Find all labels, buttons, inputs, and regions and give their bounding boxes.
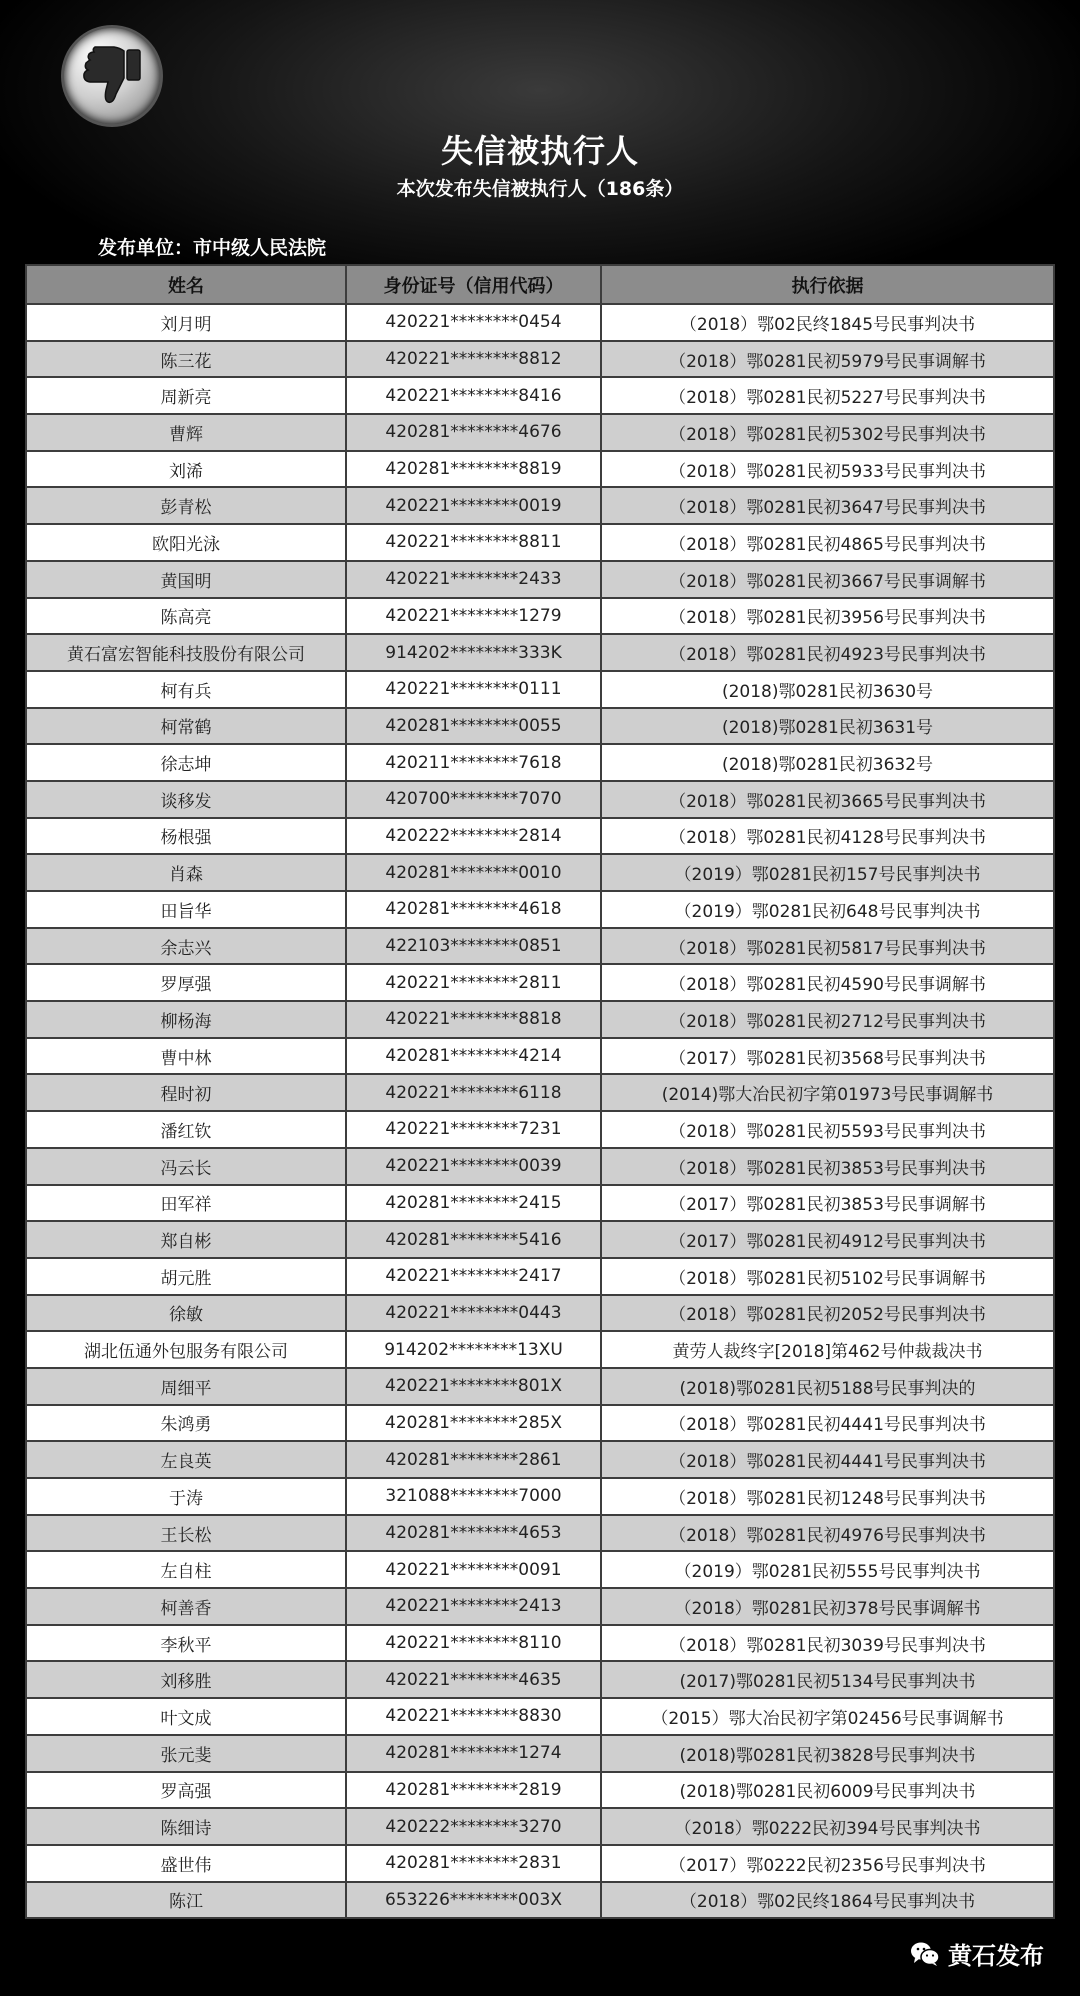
cell-id-number: 420222********2814 bbox=[346, 818, 601, 855]
cell-name: 朱鸿勇 bbox=[26, 1405, 346, 1442]
cell-name: 程时初 bbox=[26, 1074, 346, 1111]
table-row bbox=[26, 1661, 1054, 1698]
wechat-icon bbox=[910, 1941, 940, 1967]
cell-id-number: 420211********7618 bbox=[346, 744, 601, 781]
cell-enforcement-basis: （2018）鄂0281民初3956号民事判决书 bbox=[601, 598, 1054, 635]
cell-enforcement-basis: (2017)鄂0281民初5134号民事判决书 bbox=[601, 1661, 1054, 1698]
cell-name: 周新亮 bbox=[26, 377, 346, 414]
cell-id-number: 420221********0019 bbox=[346, 487, 601, 524]
table-row bbox=[26, 1148, 1054, 1185]
cell-enforcement-basis: （2018）鄂02民终1864号民事判决书 bbox=[601, 1882, 1054, 1919]
cell-name: 于涛 bbox=[26, 1478, 346, 1515]
cell-id-number: 420221********0454 bbox=[346, 304, 601, 341]
cell-name: 盛世伟 bbox=[26, 1845, 346, 1882]
table-row bbox=[26, 1515, 1054, 1552]
cell-enforcement-basis: （2018）鄂0222民初394号民事判决书 bbox=[601, 1808, 1054, 1845]
cell-id-number: 420281********2861 bbox=[346, 1441, 601, 1478]
cell-name: 陈江 bbox=[26, 1882, 346, 1919]
table-row bbox=[26, 1221, 1054, 1258]
cell-id-number: 914202********13XU bbox=[346, 1331, 601, 1368]
cell-enforcement-basis: （2018）鄂0281民初3039号民事判决书 bbox=[601, 1625, 1054, 1662]
cell-name: 罗高强 bbox=[26, 1772, 346, 1809]
table-row bbox=[26, 341, 1054, 378]
cell-enforcement-basis: （2017）鄂0281民初3853号民事调解书 bbox=[601, 1185, 1054, 1222]
cell-enforcement-basis: (2018)鄂0281民初6009号民事判决书 bbox=[601, 1772, 1054, 1809]
cell-name: 柯善香 bbox=[26, 1588, 346, 1625]
page-title: 失信被执行人 bbox=[440, 132, 639, 170]
cell-name: 黄国明 bbox=[26, 561, 346, 598]
cell-id-number: 420281********0055 bbox=[346, 708, 601, 745]
cell-name: 彭青松 bbox=[26, 487, 346, 524]
cell-name: 周细平 bbox=[26, 1368, 346, 1405]
cell-enforcement-basis: (2018)鄂0281民初3630号 bbox=[601, 671, 1054, 708]
cell-enforcement-basis: （2018）鄂0281民初3647号民事判决书 bbox=[601, 487, 1054, 524]
cell-name: 罗厚强 bbox=[26, 964, 346, 1001]
column-header-basis: 执行依据 bbox=[601, 265, 1054, 304]
cell-enforcement-basis: （2018）鄂02民终1845号民事判决书 bbox=[601, 304, 1054, 341]
cell-id-number: 420221********8830 bbox=[346, 1698, 601, 1735]
table-row bbox=[26, 854, 1054, 891]
cell-enforcement-basis: (2018)鄂0281民初3632号 bbox=[601, 744, 1054, 781]
cell-enforcement-basis: （2017）鄂0222民初2356号民事判决书 bbox=[601, 1845, 1054, 1882]
cell-enforcement-basis: （2018）鄂0281民初3665号民事判决书 bbox=[601, 781, 1054, 818]
cell-enforcement-basis: （2018）鄂0281民初4976号民事判决书 bbox=[601, 1515, 1054, 1552]
cell-id-number: 420221********4635 bbox=[346, 1661, 601, 1698]
cell-name: 黄石富宏智能科技股份有限公司 bbox=[26, 634, 346, 671]
cell-enforcement-basis: （2017）鄂0281民初4912号民事判决书 bbox=[601, 1221, 1054, 1258]
table-row bbox=[26, 1001, 1054, 1038]
cell-enforcement-basis: （2019）鄂0281民初555号民事判决书 bbox=[601, 1551, 1054, 1588]
table-row bbox=[26, 487, 1054, 524]
cell-id-number: 420221********0039 bbox=[346, 1148, 601, 1185]
cell-name: 郑自彬 bbox=[26, 1221, 346, 1258]
table-row bbox=[26, 1038, 1054, 1075]
table-row bbox=[26, 1772, 1054, 1809]
table-row bbox=[26, 1441, 1054, 1478]
cell-enforcement-basis: （2019）鄂0281民初648号民事判决书 bbox=[601, 891, 1054, 928]
page-subtitle: 本次发布失信被执行人（186条） bbox=[396, 178, 684, 200]
table-row bbox=[26, 964, 1054, 1001]
cell-enforcement-basis: （2018）鄂0281民初2712号民事判决书 bbox=[601, 1001, 1054, 1038]
cell-name: 李秋平 bbox=[26, 1625, 346, 1662]
cell-enforcement-basis: （2015）鄂大冶民初字第02456号民事调解书 bbox=[601, 1698, 1054, 1735]
cell-enforcement-basis: (2018)鄂0281民初3828号民事判决书 bbox=[601, 1735, 1054, 1772]
table-row bbox=[26, 1551, 1054, 1588]
cell-enforcement-basis: （2018）鄂0281民初5933号民事判决书 bbox=[601, 451, 1054, 488]
cell-enforcement-basis: （2019）鄂0281民初157号民事判决书 bbox=[601, 854, 1054, 891]
table-row bbox=[26, 1258, 1054, 1295]
cell-enforcement-basis: （2018）鄂0281民初5817号民事判决书 bbox=[601, 928, 1054, 965]
cell-id-number: 420281********2831 bbox=[346, 1845, 601, 1882]
table-row bbox=[26, 891, 1054, 928]
cell-enforcement-basis: （2018）鄂0281民初5979号民事调解书 bbox=[601, 341, 1054, 378]
cell-id-number: 420281********0010 bbox=[346, 854, 601, 891]
cell-id-number: 420221********0091 bbox=[346, 1551, 601, 1588]
table-row bbox=[26, 708, 1054, 745]
cell-id-number: 420221********7231 bbox=[346, 1111, 601, 1148]
cell-name: 刘移胜 bbox=[26, 1661, 346, 1698]
table-row bbox=[26, 671, 1054, 708]
cell-id-number: 420221********8812 bbox=[346, 341, 601, 378]
defaulters-table bbox=[25, 264, 1055, 1919]
cell-id-number: 420221********1279 bbox=[346, 598, 601, 635]
cell-enforcement-basis: （2018）鄂0281民初4441号民事判决书 bbox=[601, 1405, 1054, 1442]
cell-id-number: 420221********0443 bbox=[346, 1295, 601, 1332]
cell-name: 柯有兵 bbox=[26, 671, 346, 708]
cell-name: 左自柱 bbox=[26, 1551, 346, 1588]
table-row bbox=[26, 1698, 1054, 1735]
cell-enforcement-basis: (2014)鄂大冶民初字第01973号民事调解书 bbox=[601, 1074, 1054, 1111]
cell-id-number: 420700********7070 bbox=[346, 781, 601, 818]
cell-enforcement-basis: （2018）鄂0281民初4865号民事判决书 bbox=[601, 524, 1054, 561]
cell-id-number: 653226********003X bbox=[346, 1882, 601, 1919]
table-row bbox=[26, 634, 1054, 671]
cell-id-number: 420221********2417 bbox=[346, 1258, 601, 1295]
table-row bbox=[26, 1331, 1054, 1368]
cell-enforcement-basis: （2018）鄂0281民初5302号民事判决书 bbox=[601, 414, 1054, 451]
table-row bbox=[26, 1405, 1054, 1442]
table-row bbox=[26, 1735, 1054, 1772]
cell-enforcement-basis: （2018）鄂0281民初4923号民事判决书 bbox=[601, 634, 1054, 671]
cell-id-number: 420221********6118 bbox=[346, 1074, 601, 1111]
cell-enforcement-basis: （2018）鄂0281民初5593号民事判决书 bbox=[601, 1111, 1054, 1148]
cell-name: 徐敏 bbox=[26, 1295, 346, 1332]
cell-name: 余志兴 bbox=[26, 928, 346, 965]
table-header-row bbox=[26, 265, 1054, 304]
footer-brand bbox=[910, 1936, 1044, 1971]
cell-enforcement-basis: （2018）鄂0281民初4441号民事判决书 bbox=[601, 1441, 1054, 1478]
table-row bbox=[26, 1882, 1054, 1919]
cell-name: 柳杨海 bbox=[26, 1001, 346, 1038]
cell-id-number: 420281********2819 bbox=[346, 1772, 601, 1809]
cell-id-number: 914202********333K bbox=[346, 634, 601, 671]
cell-name: 叶文成 bbox=[26, 1698, 346, 1735]
cell-id-number: 420281********4676 bbox=[346, 414, 601, 451]
cell-id-number: 420222********3270 bbox=[346, 1808, 601, 1845]
cell-id-number: 420281********4214 bbox=[346, 1038, 601, 1075]
cell-id-number: 420221********2413 bbox=[346, 1588, 601, 1625]
cell-name: 冯云长 bbox=[26, 1148, 346, 1185]
cell-id-number: 420221********0111 bbox=[346, 671, 601, 708]
cell-id-number: 420281********2415 bbox=[346, 1185, 601, 1222]
cell-enforcement-basis: （2018）鄂0281民初5227号民事判决书 bbox=[601, 377, 1054, 414]
cell-enforcement-basis: （2018）鄂0281民初5102号民事调解书 bbox=[601, 1258, 1054, 1295]
table-row bbox=[26, 1588, 1054, 1625]
cell-id-number: 420281********4618 bbox=[346, 891, 601, 928]
table-row bbox=[26, 928, 1054, 965]
cell-name: 湖北伍通外包服务有限公司 bbox=[26, 1331, 346, 1368]
table-row bbox=[26, 524, 1054, 561]
cell-id-number: 422103********0851 bbox=[346, 928, 601, 965]
cell-id-number: 420221********801X bbox=[346, 1368, 601, 1405]
table-row bbox=[26, 1111, 1054, 1148]
account-name: 黄石发布 bbox=[948, 1942, 1044, 1970]
table-row bbox=[26, 451, 1054, 488]
cell-id-number: 420281********5416 bbox=[346, 1221, 601, 1258]
cell-id-number: 420281********1274 bbox=[346, 1735, 601, 1772]
table-row bbox=[26, 1368, 1054, 1405]
cell-name: 王长松 bbox=[26, 1515, 346, 1552]
table-row bbox=[26, 377, 1054, 414]
cell-name: 胡元胜 bbox=[26, 1258, 346, 1295]
table-row bbox=[26, 1625, 1054, 1662]
table-row bbox=[26, 781, 1054, 818]
table-row bbox=[26, 304, 1054, 341]
table-row bbox=[26, 1185, 1054, 1222]
table-row bbox=[26, 1808, 1054, 1845]
cell-enforcement-basis: （2018）鄂0281民初3667号民事调解书 bbox=[601, 561, 1054, 598]
cell-id-number: 420221********8416 bbox=[346, 377, 601, 414]
table-row bbox=[26, 1478, 1054, 1515]
table-row bbox=[26, 561, 1054, 598]
cell-name: 陈高亮 bbox=[26, 598, 346, 635]
table-row bbox=[26, 744, 1054, 781]
cell-id-number: 420221********2811 bbox=[346, 964, 601, 1001]
thumbs-down-icon bbox=[64, 28, 160, 124]
table-row bbox=[26, 1295, 1054, 1332]
cell-name: 陈细诗 bbox=[26, 1808, 346, 1845]
cell-enforcement-basis: （2018）鄂0281民初4590号民事调解书 bbox=[601, 964, 1054, 1001]
cell-enforcement-basis: （2018）鄂0281民初378号民事调解书 bbox=[601, 1588, 1054, 1625]
cell-name: 张元斐 bbox=[26, 1735, 346, 1772]
cell-enforcement-basis: （2018）鄂0281民初2052号民事判决书 bbox=[601, 1295, 1054, 1332]
cell-name: 杨根强 bbox=[26, 818, 346, 855]
cell-enforcement-basis: （2018）鄂0281民初4128号民事判决书 bbox=[601, 818, 1054, 855]
column-header-id: 身份证号（信用代码） bbox=[346, 265, 601, 304]
cell-name: 曹辉 bbox=[26, 414, 346, 451]
table-row bbox=[26, 1074, 1054, 1111]
cell-id-number: 420221********8811 bbox=[346, 524, 601, 561]
cell-enforcement-basis: (2018)鄂0281民初5188号民事判决的 bbox=[601, 1368, 1054, 1405]
cell-id-number: 420281********4653 bbox=[346, 1515, 601, 1552]
cell-enforcement-basis: (2018)鄂0281民初3631号 bbox=[601, 708, 1054, 745]
cell-enforcement-basis: （2018）鄂0281民初3853号民事判决书 bbox=[601, 1148, 1054, 1185]
cell-enforcement-basis: （2018）鄂0281民初1248号民事判决书 bbox=[601, 1478, 1054, 1515]
cell-name: 柯常鹤 bbox=[26, 708, 346, 745]
table-row bbox=[26, 414, 1054, 451]
cell-name: 田军祥 bbox=[26, 1185, 346, 1222]
cell-name: 肖森 bbox=[26, 854, 346, 891]
cell-name: 谈移发 bbox=[26, 781, 346, 818]
table-row bbox=[26, 1845, 1054, 1882]
cell-id-number: 420221********8818 bbox=[346, 1001, 601, 1038]
cell-name: 田旨华 bbox=[26, 891, 346, 928]
cell-id-number: 420221********2433 bbox=[346, 561, 601, 598]
cell-id-number: 420281********8819 bbox=[346, 451, 601, 488]
cell-id-number: 420221********8110 bbox=[346, 1625, 601, 1662]
column-header-name: 姓名 bbox=[26, 265, 346, 304]
cell-name: 刘浠 bbox=[26, 451, 346, 488]
cell-enforcement-basis: 黄劳人裁终字[2018]第462号仲裁裁决书 bbox=[601, 1331, 1054, 1368]
publisher-label: 发布单位：市中级人民法院 bbox=[98, 237, 327, 259]
cell-name: 刘月明 bbox=[26, 304, 346, 341]
cell-name: 欧阳光泳 bbox=[26, 524, 346, 561]
cell-id-number: 321088********7000 bbox=[346, 1478, 601, 1515]
cell-name: 徐志坤 bbox=[26, 744, 346, 781]
cell-id-number: 420281********285X bbox=[346, 1405, 601, 1442]
cell-name: 左良英 bbox=[26, 1441, 346, 1478]
cell-name: 陈三花 bbox=[26, 341, 346, 378]
table-row bbox=[26, 598, 1054, 635]
cell-name: 曹中林 bbox=[26, 1038, 346, 1075]
table-row bbox=[26, 818, 1054, 855]
cell-enforcement-basis: （2017）鄂0281民初3568号民事判决书 bbox=[601, 1038, 1054, 1075]
cell-name: 潘红钦 bbox=[26, 1111, 346, 1148]
